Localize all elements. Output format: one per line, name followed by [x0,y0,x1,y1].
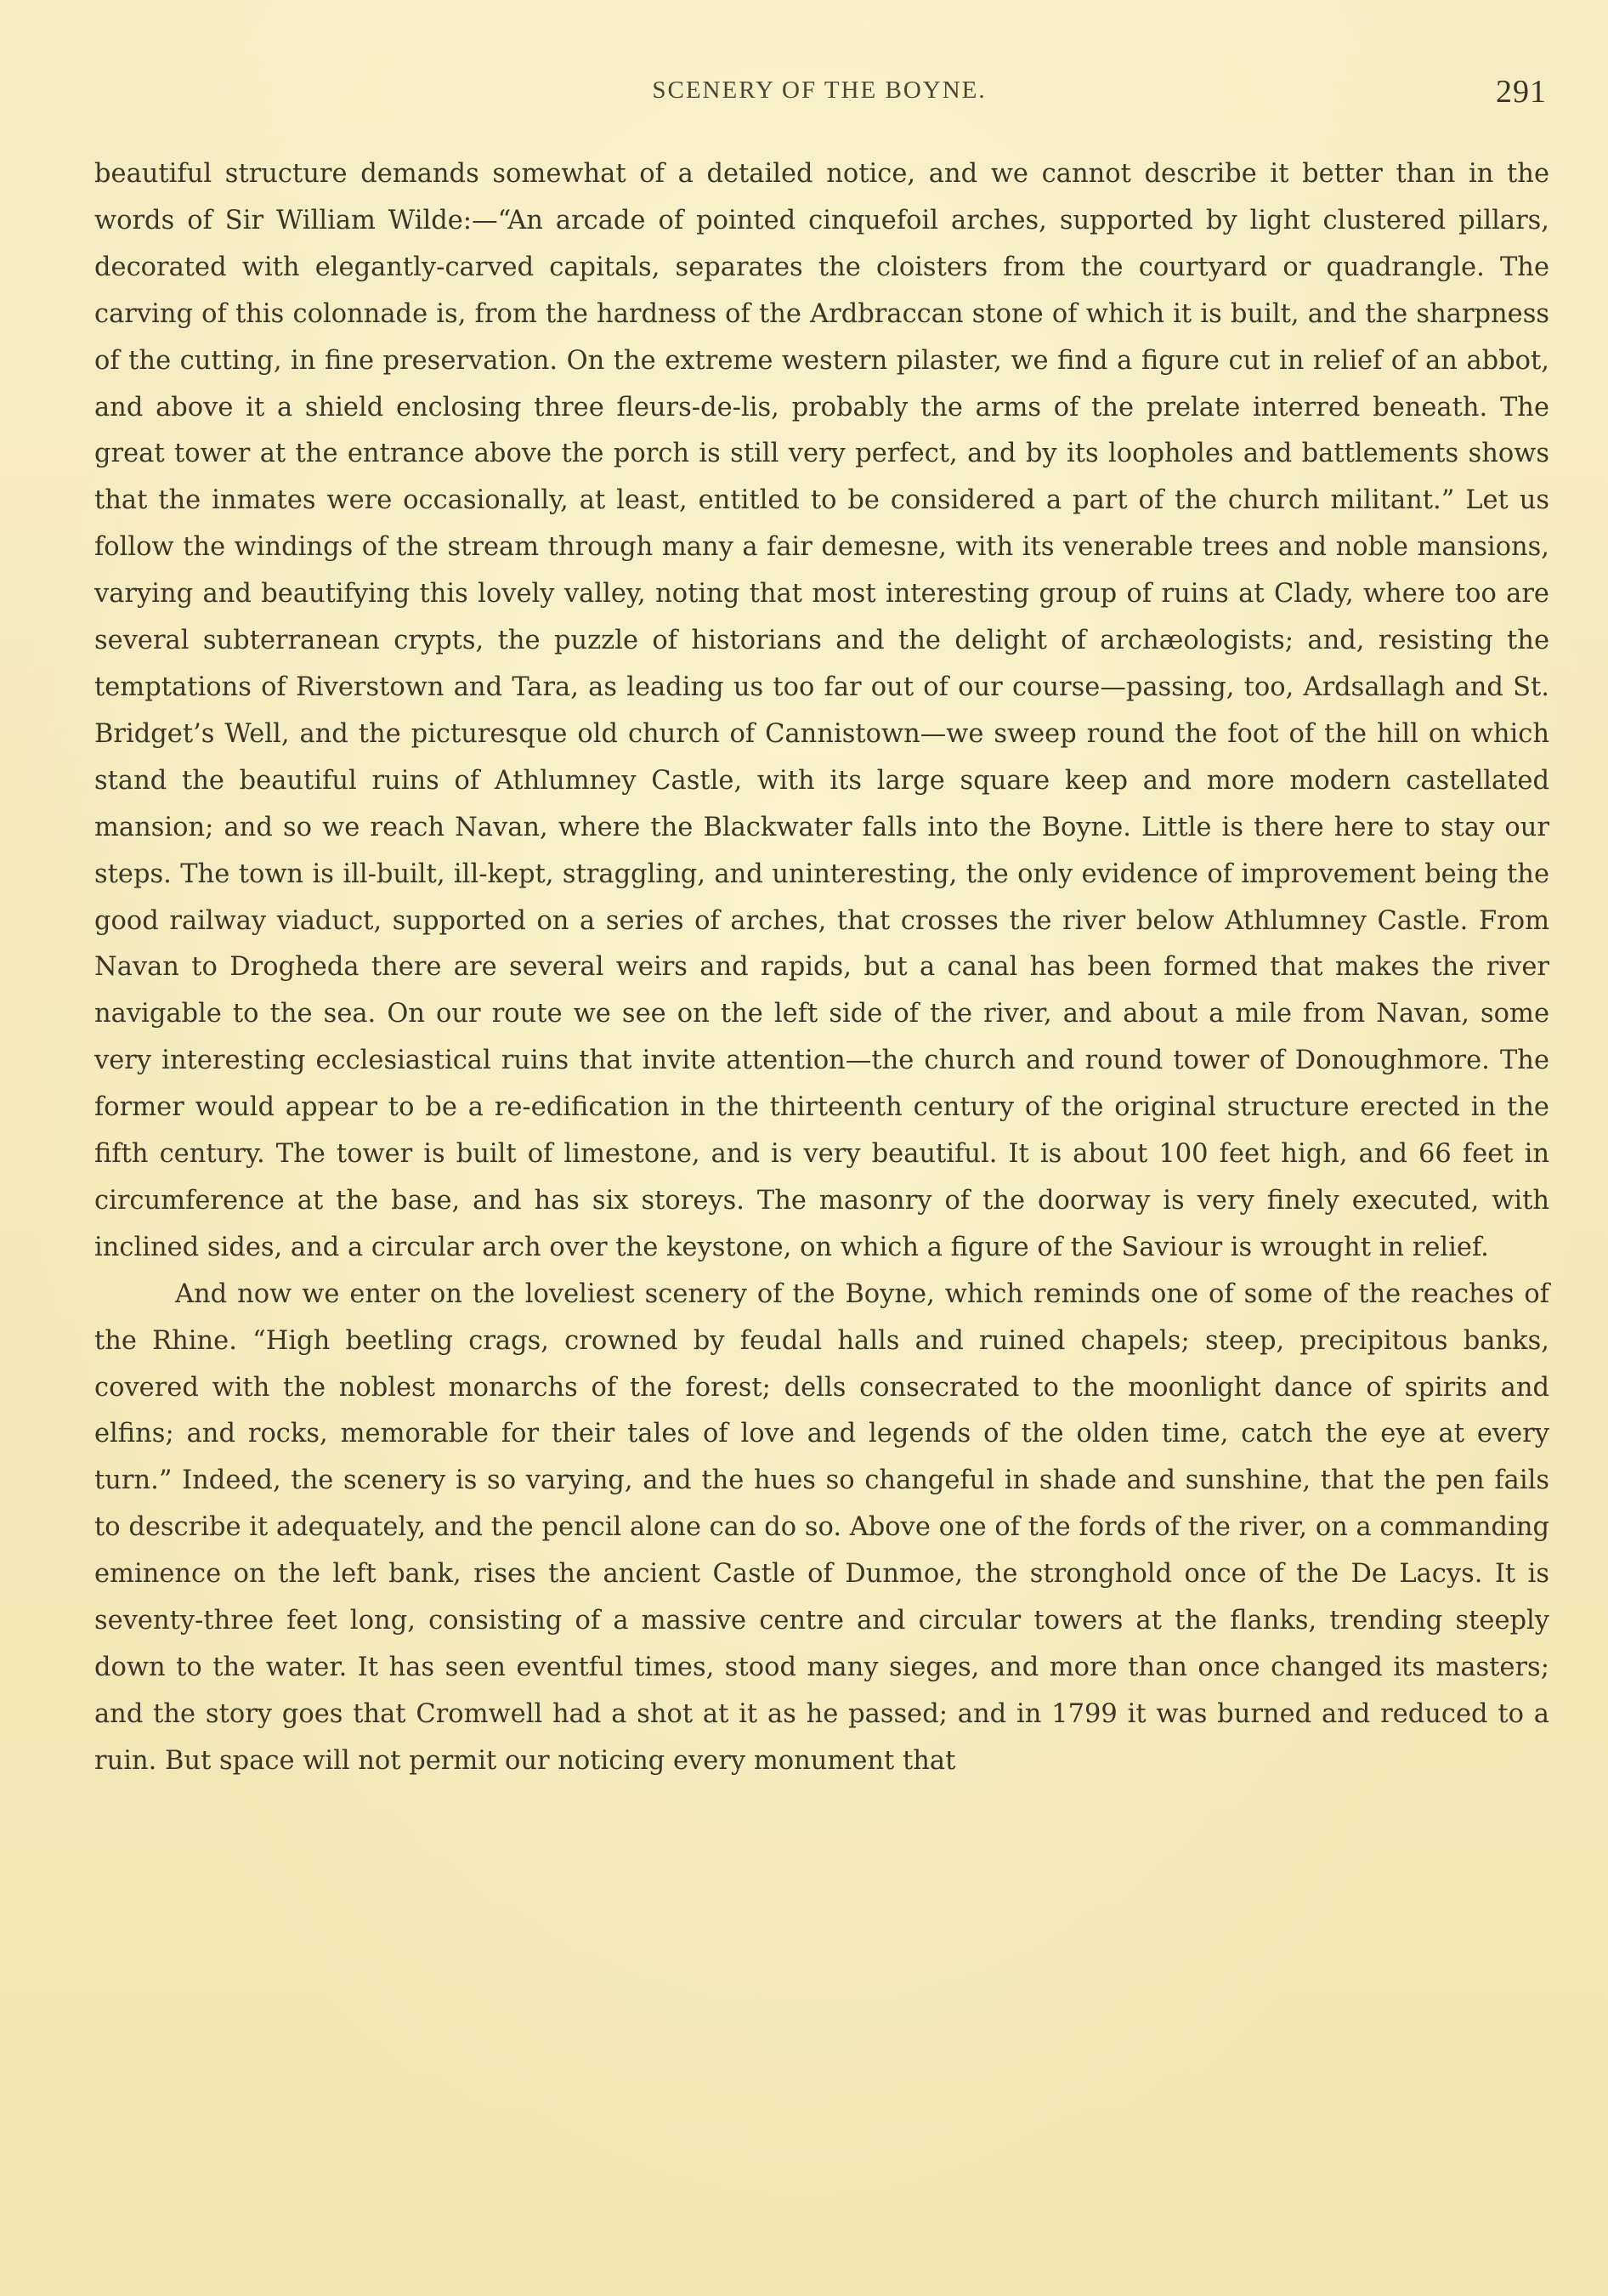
page-number: 291 [1496,74,1547,110]
paragraph-scenery: And now we enter on the loveliest scenery of the Boyne, which reminds one of some of the reaches of the Rhine. “High beetling crags, crowned by feudal halls and ruined chapels; steep, precipitous banks, covered with the noblest monarchs of the forest; dells consecrated to the moonlight dance of spirits and elfins; and rocks, memorable for their tales of love and legends of the olden time, catch the eye at every turn.” Indeed, the scenery is so varying, and the hues so changeful in shade and sunshine, that the pen fails to describe it adequately, and the pencil alone can do so. Above one of the fords of the river, on a commanding eminence on the left bank, rises the ancient Castle of Dunmoe, the stronghold once of the De Lacys. It is seventy-three feet long, consisting of a massive centre and circular towers at the flanks, trending steeply down to the water. It has seen eventful times, stood many sieges, and more than once changed its masters; and the story goes that Cromwell had a shot at it as he passed; and in 1799 it was burned and reduced to a ruin. But space will not permit our noticing every monument that [94,1278,1549,1776]
running-title: SCENERY OF THE BOYNE. [652,77,987,104]
body-text [94,151,1549,1785]
running-head [92,73,1547,116]
paragraph-continued: beautiful structure demands somewhat of a detailed notice, and we cannot describe it better than in the words of Sir William Wilde:—“An arcade of pointed cinquefoil arches, supported by light clustered pillars, decorated with elegantly-carved capitals, separates the cloisters from the courtyard or quadrangle. The carving of this colonnade is, from the hardness of the Ardbraccan stone of which it is built, and the sharpness of the cutting, in fine preservation. On the extreme western pilaster, we find a figure cut in relief of an abbot, and above it a shield enclosing three fleurs-de-lis, probably the arms of the prelate interred beneath. The great tower at the entrance above the porch is still very perfect, and by its loopholes and battlements shows that the inmates were occasionally, at least, entitled to be considered a part of the church militant.” Let us follow the windings of the stream through many a fair demesne, with its venerable trees and noble mansions, varying and beautifying this lovely valley, noting that most interesting group of ruins at Clady, where too are several subterranean crypts, the puzzle of historians and the delight of archæologists; and, resisting the temptations of Riverstown and Tara, as leading us too far out of our course—passing, too, Ardsallagh and St. Bridget’s Well, and the picturesque old church of Cannistown—we sweep round the foot of the hill on which stand the beautiful ruins of Athlumney Castle, with its large square keep and more modern castellated mansion; and so we reach Navan, where the Blackwater falls into the Boyne. Little is there here to stay our steps. The town is ill-built, ill-kept, straggling, and uninteresting, the only evidence of improvement being the good railway viaduct, supported on a series of arches, that crosses the river below Athlumney Castle. From Navan to Drogheda there are several weirs and rapids, but a canal has been formed that makes the river navigable to the sea. On our route we see on the left side of the river, and about a mile from Navan, some very interesting ecclesiastical ruins that invite attention—the church and round tower of Donoughmore. The former would appear to be a re-edification in the thirteenth century of the original structure erected in the fifth century. The tower is built of limestone, and is very beautiful. It is about 100 feet high, and 66 feet in circumference at the base, and has six storeys. The masonry of the doorway is very finely executed, with inclined sides, and a circular arch over the keystone, on which a figure of the Saviour is wrought in relief. [94,159,1549,1262]
